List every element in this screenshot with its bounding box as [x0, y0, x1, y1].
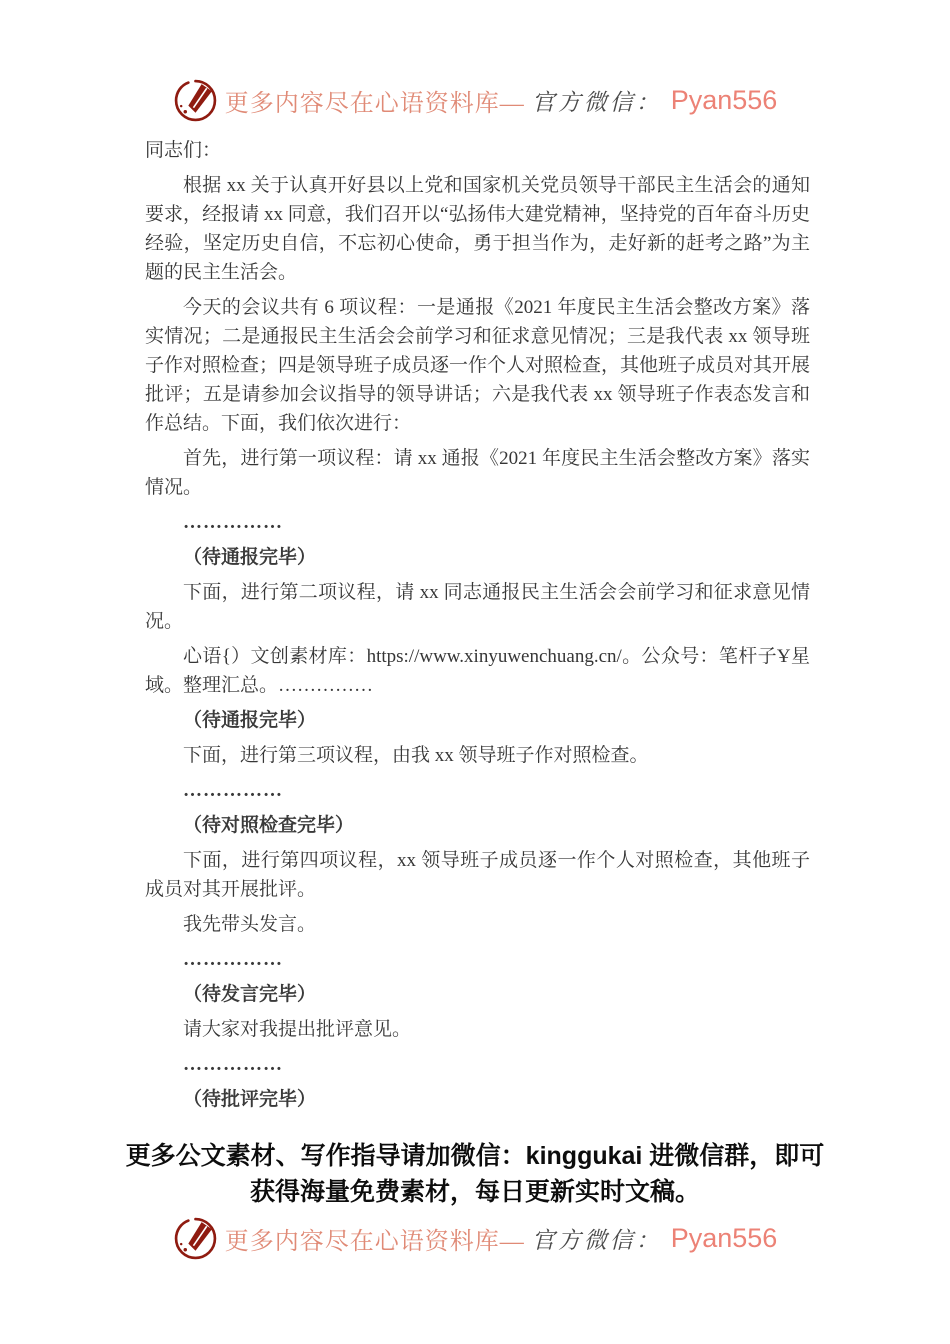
footer-wechat-id: Pyan556 — [670, 1223, 778, 1253]
promo-line-2: 获得海量免费素材，每日更新实时文稿。 — [249, 1178, 700, 1206]
paragraph: 心语{）文创素材库：https://www.xinyuwenchuang.cn/。公众号：笔杆子Ұ星域。整理汇总。…………… — [145, 646, 810, 696]
stage-note-paragraph: （待通报完毕） — [183, 710, 317, 731]
ellipsis-placeholder: …………… — [183, 949, 283, 970]
header-wechat-label: 官方微信： — [531, 90, 662, 115]
ellipsis-placeholder: …………… — [183, 780, 283, 801]
paragraph: 下面，进行第三项议程，由我 xx 领导班子作对照检查。 — [183, 745, 649, 766]
pen-logo-icon — [173, 1216, 218, 1261]
paragraph: 我先带头发言。 — [183, 914, 317, 935]
pen-logo-icon — [173, 78, 218, 123]
header-banner — [0, 0, 950, 123]
document-body — [145, 136, 810, 1114]
paragraph: 下面，进行第二项议程，请 xx 同志通报民主生活会会前学习和征求意见情况。 — [145, 582, 810, 632]
promo-banner — [0, 1138, 950, 1210]
stage-note-paragraph: （待发言完毕） — [183, 984, 317, 1005]
ellipsis-placeholder: …………… — [183, 512, 283, 533]
paragraph: 下面，进行第四项议程，xx 领导班子成员逐一作个人对照检查，其他班子成员对其开展批评。 — [145, 850, 810, 900]
stage-note-paragraph: （待通报完毕） — [183, 547, 317, 568]
paragraph: 首先，进行第一项议程：请 xx 通报《2021 年度民主生活会整改方案》落实情况。 — [145, 448, 810, 498]
stage-note-paragraph: （待对照检查完毕） — [183, 815, 355, 836]
paragraph: 请大家对我提出批评意见。 — [183, 1019, 412, 1040]
header-wechat-id: Pyan556 — [670, 85, 778, 115]
promo-line-1: 更多公文素材、写作指导请加微信：kinggukai 进微信群，即可 — [125, 1142, 825, 1170]
footer-wechat-label: 官方微信： — [531, 1228, 662, 1253]
stage-note-paragraph: （待批评完毕） — [183, 1089, 317, 1110]
ellipsis-placeholder: …………… — [183, 1054, 283, 1075]
paragraph: 根据 xx 关于认真开好县以上党和国家机关党员领导干部民主生活会的通知要求，经报请 xx 同意，我们召开以“弘扬伟大建党精神，坚持党的百年奋斗历史经验，坚定历史自信，不忘初心使命，勇于担当作为，走好新的赶考之路”为主题的民主生活会。 — [145, 175, 810, 283]
paragraph: 同志们： — [145, 140, 222, 161]
paragraph: 今天的会议共有 6 项议程：一是通报《2021 年度民主生活会整改方案》落实情况；二是通报民主生活会会前学习和征求意见情况；三是我代表 xx 领导班子作对照检查；四是领导班子成员逐一作个人对照检查，其他班子成员对其开展批评；五是请参加会议指导的领导讲话；六是我代表 xx 领导班子作表态发言和作总结。下面，我们依次进行： — [145, 297, 811, 434]
header-site-text: 更多内容尽在心语资料库— — [224, 91, 525, 117]
footer-site-text: 更多内容尽在心语资料库— — [224, 1229, 525, 1255]
footer-banner — [0, 1216, 950, 1261]
